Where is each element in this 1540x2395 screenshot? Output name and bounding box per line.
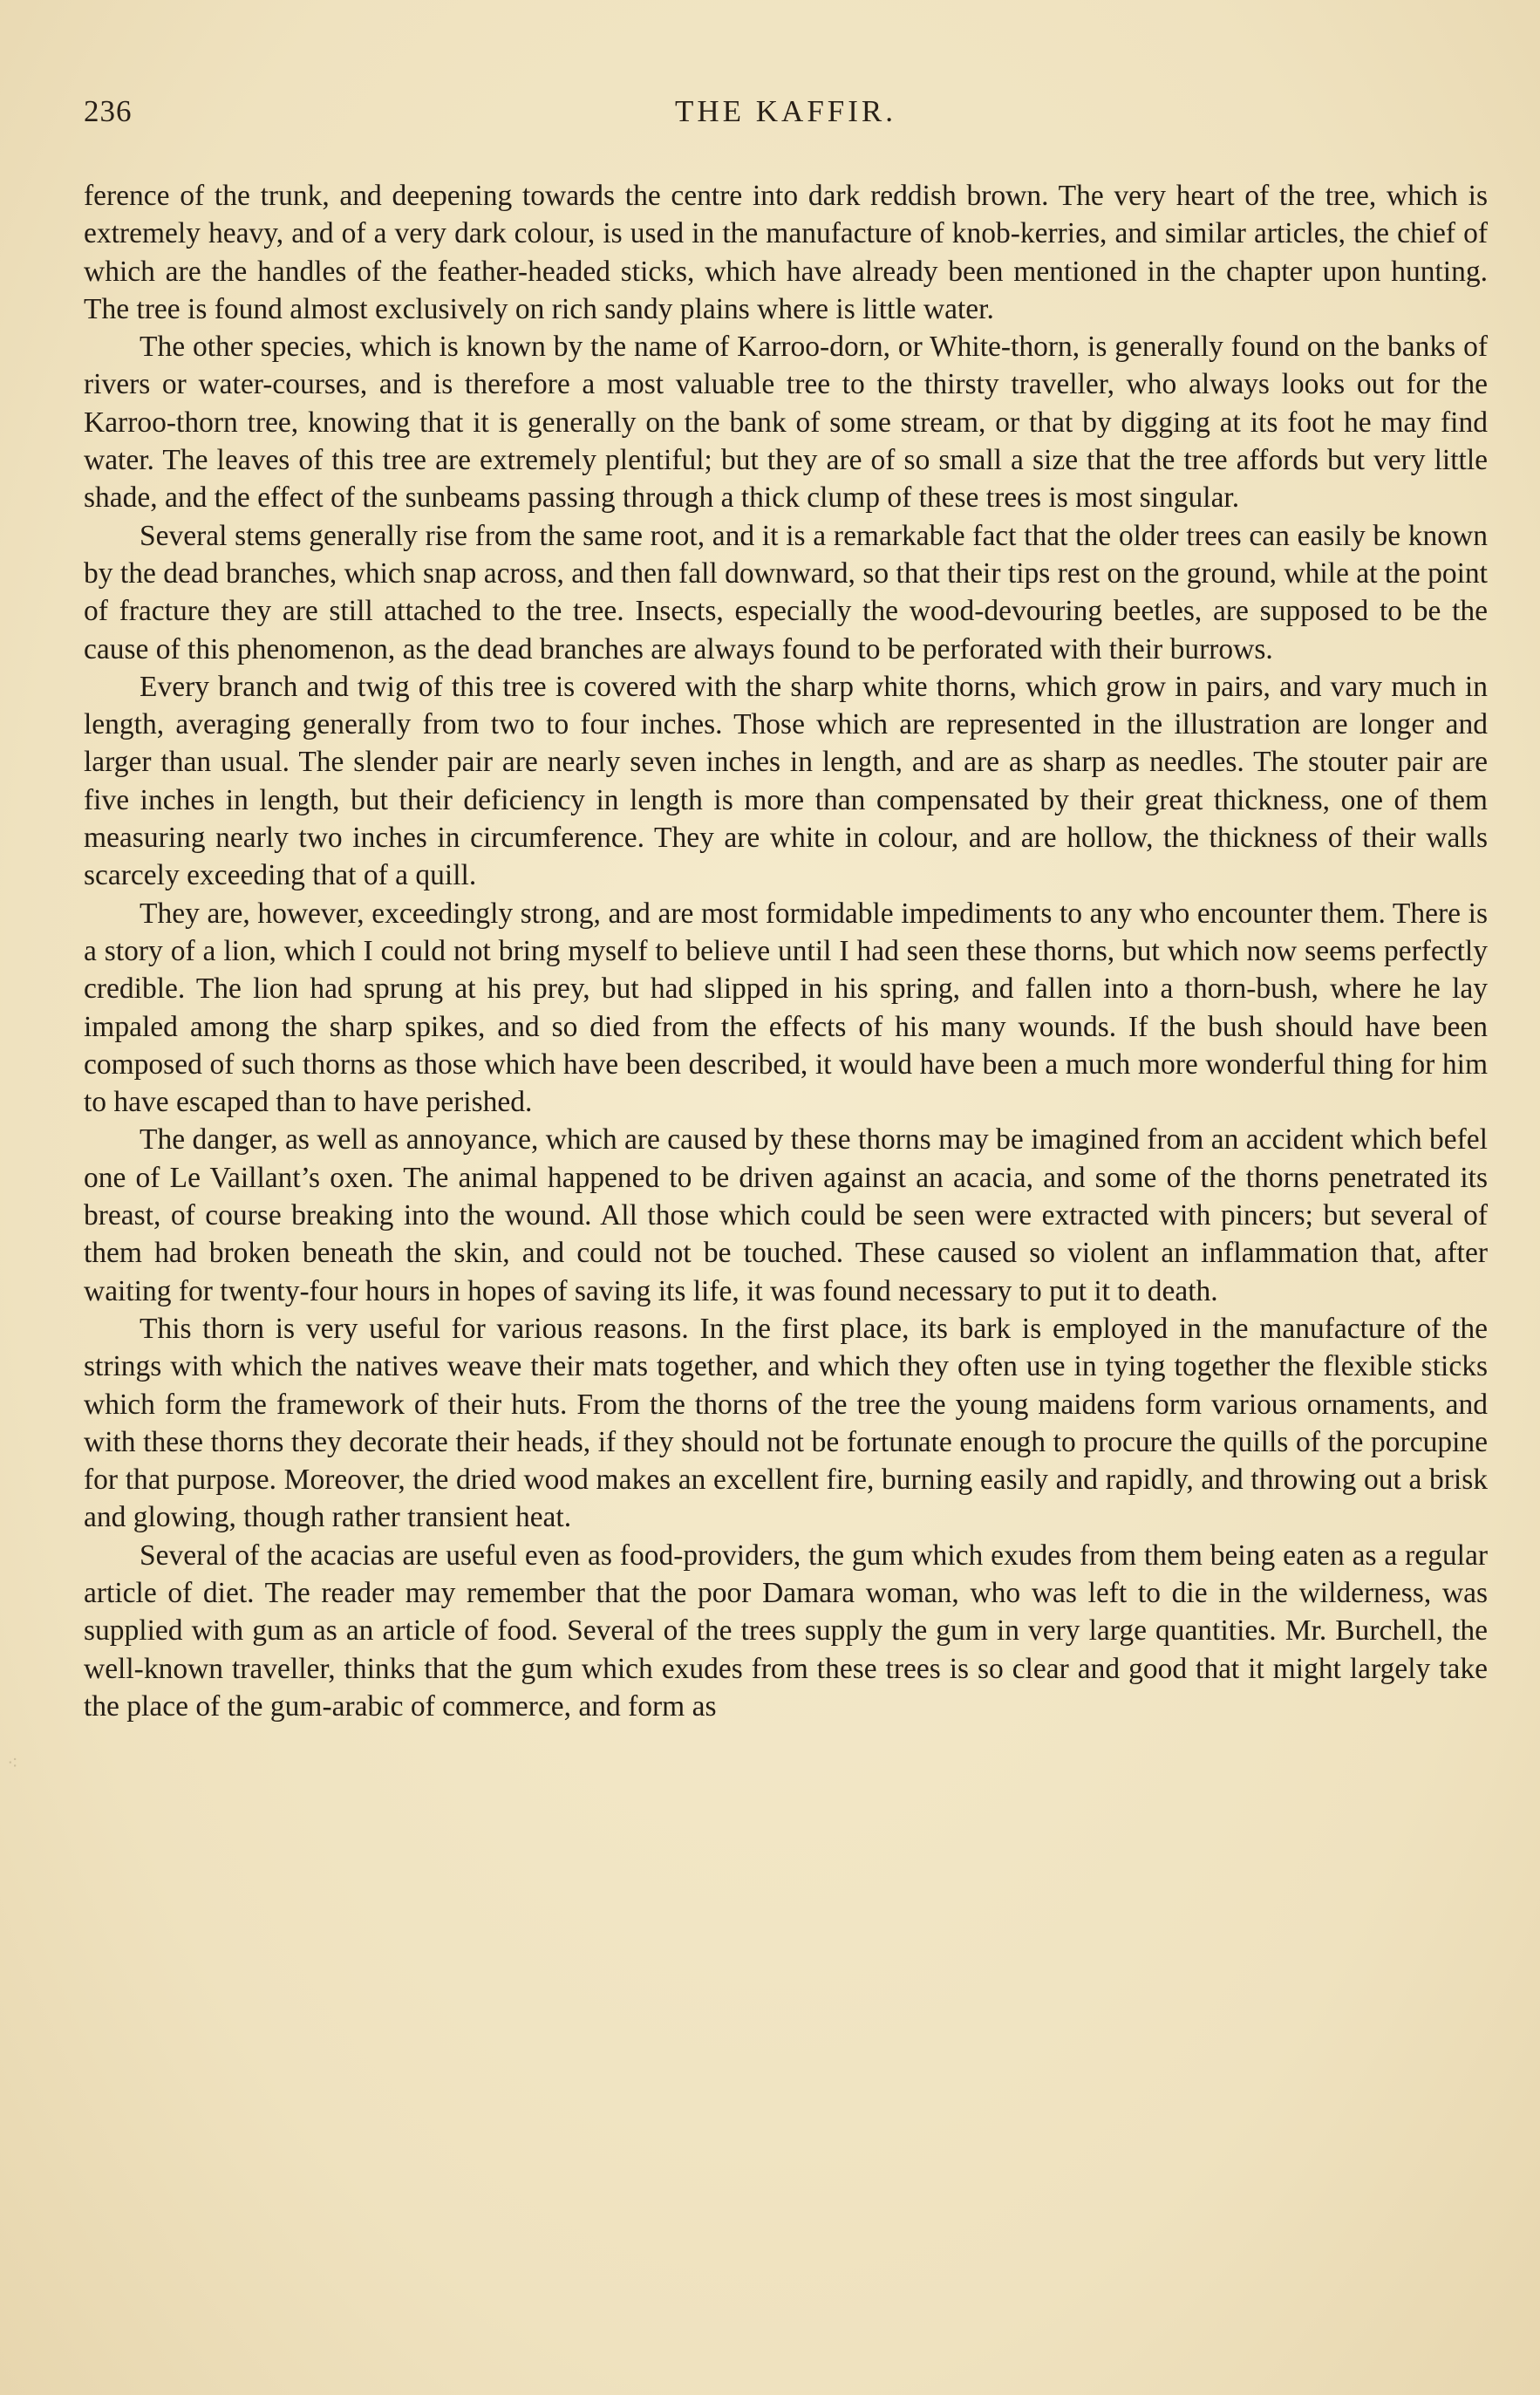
paragraph: Several of the acacias are useful even as food-providers, the gum which exudes from them being eaten as a regular article of diet. The reader may remember that the poor Damara woman, who was left to die in the wilderness, was supplied with gum as an article of food. Several of the trees supply the gum in very large quantities. Mr. Burchell, the well-known traveller, thinks that the gum which exudes from these trees is so clear and good that it might largely take the place of the gum-arabic of commerce, and form as <box>84 1539 1488 1723</box>
paragraph: This thorn is very useful for various reasons. In the first place, its bark is employed in the manufacture of the strings with which the natives weave their mats together, and which they often use in tying together the flexible sticks which form the framework of their huts. From the thorns of the tree the young maidens form various ornaments, and with these thorns they decorate their heads, if they should not be fortunate enough to procure the quills of the porcupine for that purpose. Moreover, the dried wood makes an excellent fire, burning easily and rapidly, and throwing out a brisk and glowing, though rather transient heat. <box>84 1312 1488 1534</box>
paragraph: The other species, which is known by the name of Karroo-dorn, or White-thorn, is generally found on the banks of rivers or water-courses, and is therefore a most valuable tree to the thirsty traveller, who always looks out for the Karroo-thorn tree, knowing that it is generally on the bank of some stream, or that by digging at its foot he may find water. The leaves of this tree are extremely plentiful; but they are of so small a size that the tree affords but very little shade, and the effect of the sunbeams passing through a thick clump of these trees is most singular. <box>84 331 1488 515</box>
margin-smudge: ⁖ <box>7 1753 18 1775</box>
running-title: THE KAFFIR. <box>674 94 897 128</box>
paragraph: Several stems generally rise from the same root, and it is a remarkable fact that the older trees can easily be known by the dead branches, which snap across, and then fall downward, so that their tips rest on the ground, while at the point of fracture they are still attached to the tree. Insects, especially the wood-devouring beetles, are supposed to be the cause of this phenomenon, as the dead branches are always found to be perforated with their burrows. <box>84 519 1488 665</box>
paragraph: Every branch and twig of this tree is covered with the sharp white thorns, which grow in pairs, and vary much in length, averaging generally from two to four inches. Those which are represented in the illustration are longer and larger than usual. The slender pair are nearly seven inches in length, and are as sharp as needles. The stouter pair are five inches in length, but their deficiency in length is more than compensated by their great thickness, one of them measuring nearly two inches in circumference. They are white in colour, and are hollow, the thickness of their walls scarcely exceeding that of a quill. <box>84 670 1488 892</box>
page-number: 236 <box>84 94 133 128</box>
paragraph-continued: ference of the trunk, and deepening towards the centre into dark reddish brown. The very heart of the tree, which is extremely heavy, and of a very dark colour, is used in the manufacture of knob-kerries, and similar articles, the chief of which are the handles of the feather-headed sticks, which have already been mentioned in the chapter upon hunting. The tree is found almost exclusively on rich sandy plains where is little water. <box>84 180 1488 325</box>
page-header <box>84 94 1488 147</box>
paragraph: The danger, as well as annoyance, which are caused by these thorns may be imagined from an accident which befel one of Le Vaillant’s oxen. The animal happened to be driven against an acacia, and some of the thorns penetrated its breast, of course breaking into the wound. All those which could be seen were extracted with pincers; but several of them had broken beneath the skin, and could not be touched. These caused so violent an inflammation that, after waiting for twenty-four hours in hopes of saving its life, it was found necessary to put it to death. <box>84 1123 1488 1307</box>
paragraph: They are, however, exceedingly strong, and are most formidable impediments to any who encounter them. There is a story of a lion, which I could not bring myself to believe until I had seen these thorns, but which now seems perfectly credible. The lion had sprung at his prey, but had slipped in his spring, and fallen into a thorn-bush, where he lay impaled among the sharp spikes, and so died from the effects of his many wounds. If the bush should have been composed of such thorns as those which have been described, it would have been a much more wonderful thing for him to have escaped than to have perished. <box>84 897 1488 1119</box>
body-text <box>84 177 1488 1725</box>
